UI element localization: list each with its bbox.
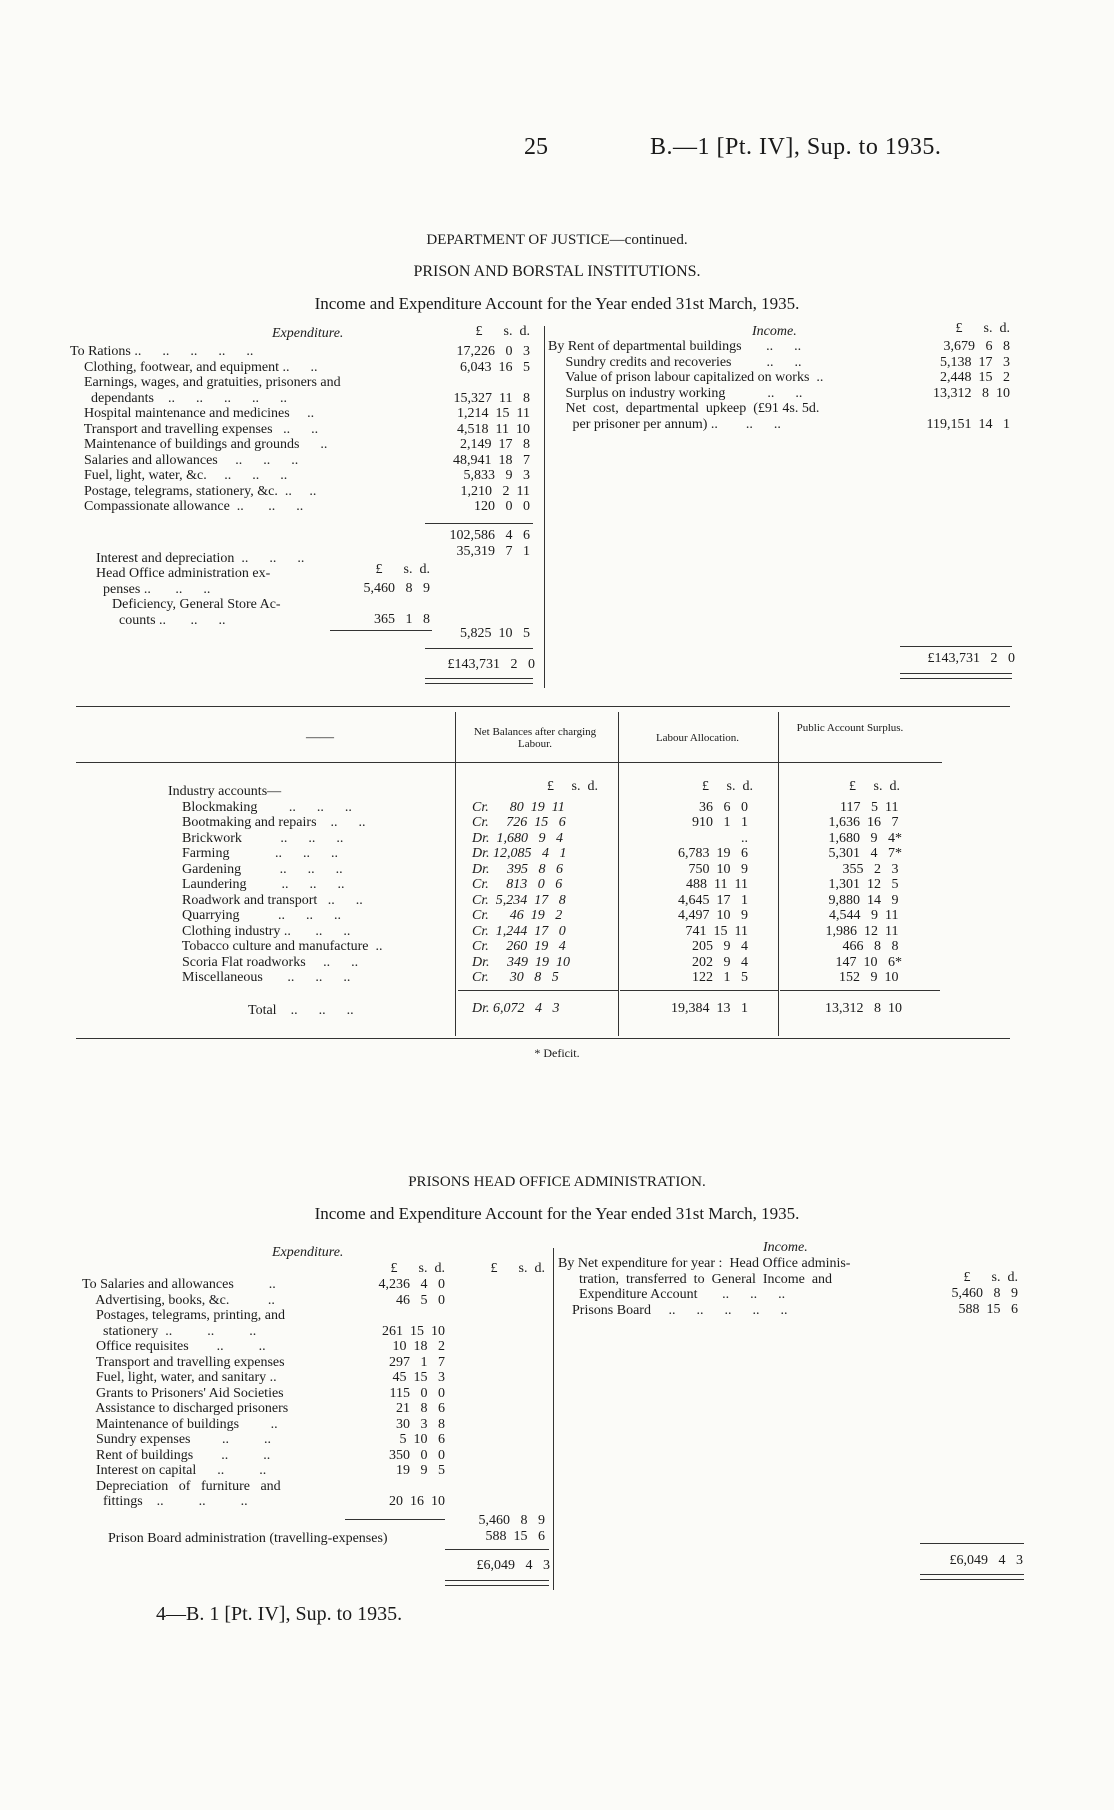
ho-income-labels: By Net expenditure for year : Head Office adminis- tration, transferred to General Income and Expenditure Account .. .. .. Prisons Board .. .. .. .. .. [558, 1256, 851, 1318]
expenditure-amounts: 17,226 0 3 6,043 16 5 15,327 11 8 1,214 15 11 4,518 11 10 2,149 17 8 48,941 18 7 5,833 9 3 1,210 2 11 120 0 0 [453, 344, 530, 514]
head-office-account-title: Income and Expenditure Account for the Year ended 31st March, 1935. [314, 1204, 800, 1223]
labour-allocation-header: Labour Allocation. [655, 732, 740, 744]
deficiency-amount: 365 1 8 [374, 612, 430, 627]
head-office-label: Head Office administration ex- penses .. .. .. [96, 566, 271, 597]
subtotal-rule [425, 523, 533, 524]
total-rule [425, 648, 533, 649]
combined-amount: 5,825 10 5 [460, 626, 530, 641]
total-rule-net [458, 990, 618, 991]
ho-subtotal: 5,460 8 9 [478, 1513, 545, 1528]
document-reference: B.—1 [Pt. IV], Sup. to 1935. [650, 134, 942, 160]
expenditure-subtotal: 102,586 4 6 [449, 528, 530, 543]
net-balances-header: Net Balances after charging Labour. [473, 726, 597, 750]
table-bottom-rule [76, 1038, 1010, 1039]
ho-column-divider [553, 1248, 554, 1590]
ho-income-column-header: £ s. d. [963, 1270, 1018, 1285]
net-balance-values: Cr. 80 19 11 Cr. 726 15 6 Dr. 1,680 9 4 Dr. 12,085 4 1 Dr. 395 8 6 Cr. 813 0 6 Cr. 5,234 17 8 Cr. 46 19 2 Cr. 1,244 17 0 Cr. 260 19 4 Dr. 349 19 10 Cr. 30 8 5 [472, 799, 571, 985]
surplus-subheader: £ s. d. [849, 779, 900, 794]
prison-board-label: Prison Board administration (travelling-expenses) [108, 1531, 388, 1546]
ho-column-header-a: £ s. d. [390, 1261, 445, 1276]
ho-income-heading: Income. [763, 1240, 808, 1255]
interest-amount: 35,319 7 1 [456, 544, 530, 559]
page-number: 25 [524, 134, 548, 160]
net-subheader: £ s. d. [547, 779, 598, 794]
deficiency-label: Deficiency, General Store Ac- counts .. .. .. [112, 597, 281, 628]
column-divider [544, 326, 545, 688]
industry-total-net: Dr. 6,072 4 3 [472, 1001, 560, 1016]
header-rule [76, 762, 942, 763]
ho-subtotal-rule [345, 1519, 445, 1520]
section-subtitle: PRISON AND BORSTAL INSTITUTIONS. [413, 263, 701, 280]
industry-total-label: Total .. .. .. [248, 1003, 354, 1018]
prison-board-amount: 588 15 6 [485, 1529, 545, 1544]
ho-expenditure-labels: To Salaries and allowances .. Advertising, books, &c. .. Postages, telegrams, printing, and stationery .. .. .. Office requisites .. .. Transport and travelling expenses Fuel, light, water, and sanitary .. Grants to Prisoners' Aid Societies Assistance to discharged prisoners Maintenance of buildings .. Sundry expenses .. .. Rent of buildings .. .. Interest on capital .. .. Depreciation of furniture and fittings .. .. .. [82, 1277, 289, 1509]
expenditure-heading: Expenditure. [272, 326, 344, 341]
ho-expenditure-heading: Expenditure. [272, 1245, 344, 1260]
public-surplus-values: 117 5 11 1,636 16 7 1,680 9 4* 5,301 4 7* 355 2 3 1,301 12 5 9,880 14 9 4,544 9 11 1,986 12 11 466 8 8 147 10 6* 152 9 10 [825, 799, 902, 985]
ho-expenditure-total: £6,049 4 3 [476, 1558, 550, 1573]
head-office-subtitle: PRISONS HEAD OFFICE ADMINISTRATION. [408, 1174, 706, 1190]
ho-income-double-rule [920, 1574, 1024, 1580]
table-top-rule [76, 706, 1010, 707]
deficit-footnote: * Deficit. [534, 1046, 580, 1060]
ho-expenditure-amounts: 4,236 4 0 46 5 0 261 15 10 10 18 2 297 1 7 45 15 3 115 0 0 21 8 6 30 3 8 5 10 6 350 0 0 19 9 5 20 16 10 [378, 1277, 445, 1509]
table-divider-2 [618, 712, 619, 1036]
ho-total-double-rule [445, 1580, 549, 1586]
expenditure-labels: To Rations .. .. .. .. .. Clothing, footwear, and equipment .. .. Earnings, wages, and gratuities, prisoners and dependants .. .. .. .. .. Hospital maintenance and medicines .. Transport and travelling expenses .. .. Maintenance of buildings and grounds .. Salaries and allowances .. .. .. Fuel, light, water, &c. .. .. .. Postage, telegrams, stationery, &c. .. .. Compassionate allowance .. .. .. [70, 344, 341, 514]
income-column-header: £ s. d. [955, 321, 1010, 336]
total-rule-labour [620, 990, 778, 991]
expenditure-total: £143,731 2 0 [447, 657, 535, 672]
ho-total-rule [445, 1549, 549, 1550]
head-office-amount: 5,460 8 9 [363, 581, 430, 596]
ho-column-header-b: £ s. d. [490, 1261, 545, 1276]
income-labels: By Rent of departmental buildings .. .. Sundry credits and recoveries .. .. Value of prison labour capitalized on works .. Surplus on industry working .. .. Net cost, departmental upkeep (£91 4s. 5d. per prisoner per annum) .. .. .. [548, 339, 824, 432]
income-double-rule [900, 673, 1012, 679]
labour-subheader: £ s. d. [702, 779, 753, 794]
ho-income-total-rule [920, 1543, 1024, 1544]
column-header: £ s. d. [475, 324, 530, 339]
industry-row-labels: Industry accounts— Blockmaking .. .. .. Bootmaking and repairs .. .. Brickwork .. .. .. Farming .. .. .. Gardening .. .. .. Laundering .. .. .. Roadwork and transport .. .. Quarrying .. .. .. Clothing industry .. .. .. Tobacco culture and manufacture .. Scoria Flat roadworks .. .. Miscellaneous .. .. .. [168, 784, 383, 985]
income-heading: Income. [752, 324, 797, 339]
total-rule-surplus [780, 990, 940, 991]
income-total-rule [900, 646, 1012, 647]
labour-allocation-values: 36 6 0 910 1 1 .. 6,783 19 6 750 10 9 488 11 11 4,645 17 1 4,497 10 9 741 15 11 205 9 4 202 9 4 122 1 5 [678, 799, 748, 985]
department-title: DEPARTMENT OF JUSTICE—continued. [426, 232, 688, 248]
blank-column-header: —— [306, 730, 334, 745]
total-double-rule [425, 678, 533, 684]
page-footer: 4—B. 1 [Pt. IV], Sup. to 1935. [156, 1603, 403, 1625]
income-total: £143,731 2 0 [927, 651, 1015, 666]
income-amounts: 3,679 6 8 5,138 17 3 2,448 15 2 13,312 8 10 119,151 14 1 [926, 339, 1010, 432]
inner-column-header: £ s. d. [375, 562, 430, 577]
industry-total-labour: 19,384 13 1 [671, 1001, 748, 1016]
ho-income-amounts: 5,460 8 9 588 15 6 [951, 1286, 1018, 1317]
table-divider-1 [455, 712, 456, 1036]
table-divider-3 [778, 712, 779, 1036]
ho-income-total: £6,049 4 3 [949, 1553, 1023, 1568]
public-surplus-header: Public Account Surplus. [796, 722, 904, 734]
industry-total-surplus: 13,312 8 10 [825, 1001, 902, 1016]
account-title: Income and Expenditure Account for the Year ended 31st March, 1935. [314, 294, 800, 313]
interest-label: Interest and depreciation .. .. .. [96, 551, 305, 566]
